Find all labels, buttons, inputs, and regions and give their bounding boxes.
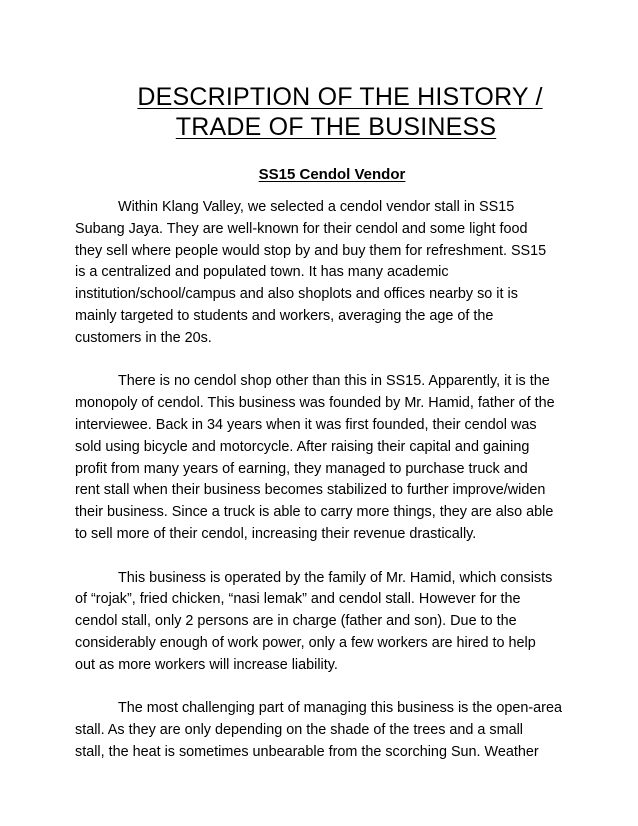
paragraph-line: stall, the heat is sometimes unbearable from the scorching Sun. Weather (75, 743, 539, 760)
paragraph-line: interviewee. Back in 34 years when it was first founded, their cendol was (75, 416, 537, 433)
paragraph-line: they sell where people would stop by and buy them for refreshment. SS15 (75, 242, 547, 259)
paragraph-line: cendol stall, only 2 persons are in charge (father and son). Due to the (75, 613, 517, 630)
paragraph-line: of “rojak”, fried chicken, “nasi lemak” and cendol stall. However for the (75, 591, 521, 608)
paragraph-line: mainly targeted to students and workers, averaging the age of the (75, 307, 494, 324)
paragraph-1 (75, 197, 570, 350)
paragraph-line: rent stall when their business becomes stabilized to further improve/widen (75, 482, 546, 499)
paragraph-line: sold using bicycle and motorcycle. After raising their capital and gaining (75, 438, 530, 455)
document-subtitle: SS15 Cendol Vendor (258, 166, 406, 183)
paragraph-line: their business. Since a truck is able to carry more things, they are also able (75, 504, 554, 521)
paragraph-3 (75, 568, 570, 677)
paragraph-4 (75, 698, 570, 763)
paragraph-line: Within Klang Valley, we selected a cendol vendor stall in SS15 (118, 199, 515, 215)
paragraph-line: to sell more of their cendol, increasing their revenue drastically. (75, 525, 477, 542)
paragraph-line: customers in the 20s. (75, 329, 212, 346)
paragraph-line: considerably enough of work power, only a few workers are hired to help (75, 634, 536, 651)
paragraph-line: stall. As they are only depending on the shade of the trees and a small (75, 722, 523, 739)
document-body (75, 197, 570, 786)
paragraph-line: The most challenging part of managing this business is the open-area (118, 700, 562, 717)
paragraph-line: Subang Jaya. They are well-known for their cendol and some light food (75, 220, 528, 237)
paragraph-line: monopoly of cendol. This business was founded by Mr. Hamid, father of the (75, 395, 555, 412)
paragraph-line: institution/school/campus and also shoplots and offices nearby so it is (75, 286, 518, 303)
paragraph-2 (75, 371, 570, 545)
document-title-line-2: TRADE OF THE BUSINESS (175, 113, 497, 141)
paragraph-line: profit from many years of earning, they managed to purchase truck and (75, 460, 528, 477)
paragraph-line: is a centralized and populated town. It has many academic (75, 264, 449, 281)
paragraph-line: There is no cendol shop other than this in SS15. Apparently, it is the (118, 373, 550, 390)
document-title-line-1: DESCRIPTION OF THE HISTORY / (137, 83, 543, 111)
paragraph-line: This business is operated by the family of Mr. Hamid, which consists (118, 569, 553, 586)
paragraph-line: out as more workers will increase liability. (75, 656, 338, 673)
